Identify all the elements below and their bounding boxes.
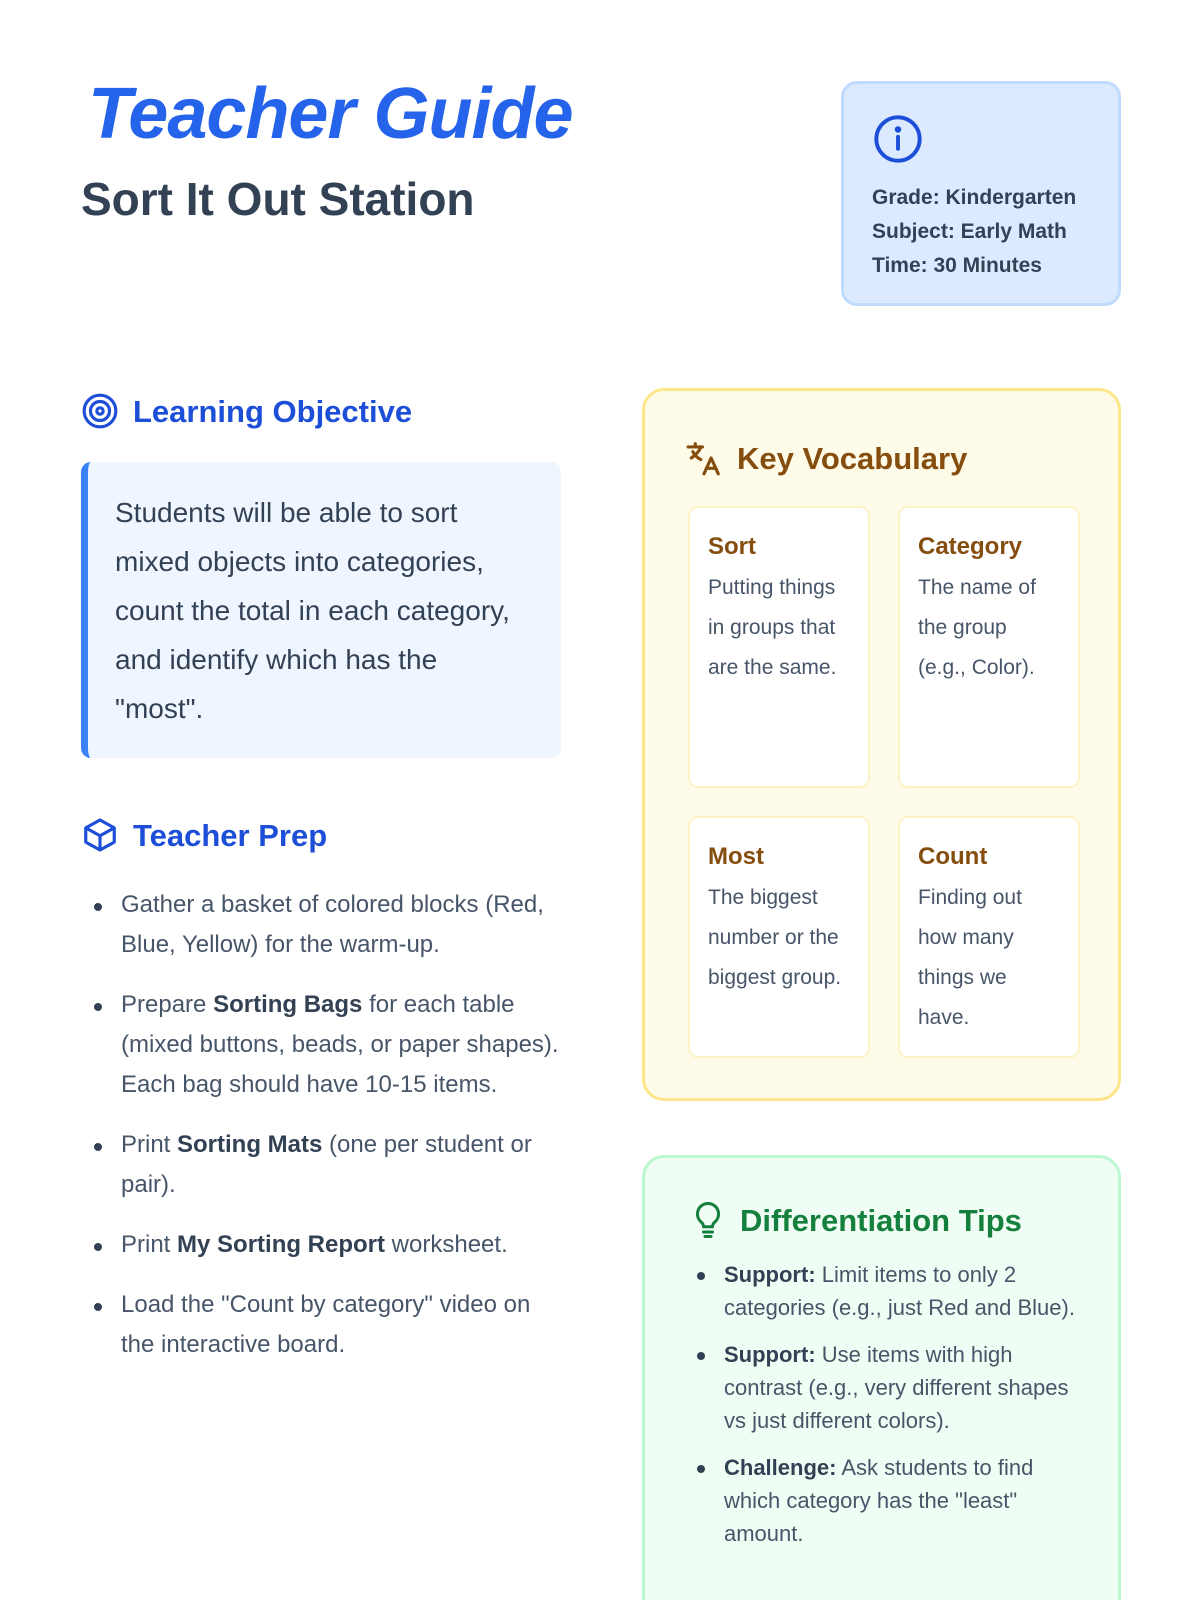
key-vocabulary-heading [685,439,967,477]
page-subtitle: Sort It Out Station [81,173,475,225]
grade-text: Grade: Kindergarten [872,186,1077,209]
list-item: Support: Use items with high contrast (e.g., very different shapes vs just different colors). [695,1338,1095,1437]
vocab-definition: Finding out how many things we have. [918,886,1022,1029]
vocab-term: Category [918,533,1023,560]
page-title: Teacher Guide [88,74,573,154]
list-item: Gather a basket of colored blocks (Red, Blue, Yellow) for the warm-up. [92,885,562,965]
teacher-prep-list [92,885,562,1385]
info-card [841,81,1121,306]
vocab-term: Count [918,843,988,870]
key-vocabulary-title: Key Vocabulary [737,440,968,476]
vocab-term: Most [708,843,764,870]
differentiation-tips-card [642,1155,1121,1600]
info-icon [872,113,924,165]
list-item: Print My Sorting Report worksheet. [92,1225,562,1265]
differentiation-tips-heading [690,1200,1022,1240]
vocabulary-grid [688,506,1080,1058]
vocab-term: Sort [708,533,756,560]
info-details [872,181,1076,283]
target-icon [81,392,119,430]
vocab-definition: The name of the group (e.g., Color). [918,576,1036,679]
vocab-item-most [688,816,870,1058]
vocab-item-count [898,816,1080,1058]
vocab-definition: The biggest number or the biggest group. [708,886,842,989]
list-item: Print Sorting Mats (one per student or pair). [92,1125,562,1205]
translate-icon [685,439,723,477]
list-item: Support: Limit items to only 2 categories (e.g., just Red and Blue). [695,1258,1095,1324]
teacher-prep-heading [81,816,327,854]
vocab-item-sort [688,506,870,788]
list-item: Load the "Count by category" video on the interactive board. [92,1285,562,1365]
box-icon [81,816,119,854]
subject-text: Subject: Early Math [872,220,1067,243]
time-text: Time: 30 Minutes [872,254,1042,277]
objective-text: Students will be able to sort mixed objects into categories, count the total in each category, and identify which has the "most". [81,462,561,758]
vocab-item-category [898,506,1080,788]
lightbulb-icon [690,1200,726,1240]
vocab-definition: Putting things in groups that are the same. [708,576,837,679]
list-item: Prepare Sorting Bags for each table (mixed buttons, beads, or paper shapes). Each bag should have 10-15 items. [92,985,562,1105]
list-item: Challenge: Ask students to find which category has the "least" amount. [695,1451,1095,1550]
learning-objective-heading [81,392,412,430]
teacher-prep-title: Teacher Prep [133,817,328,853]
learning-objective-title: Learning Objective [133,393,413,429]
differentiation-tips-list [695,1258,1095,1564]
key-vocabulary-card [642,388,1121,1101]
differentiation-tips-title: Differentiation Tips [740,1202,1022,1238]
